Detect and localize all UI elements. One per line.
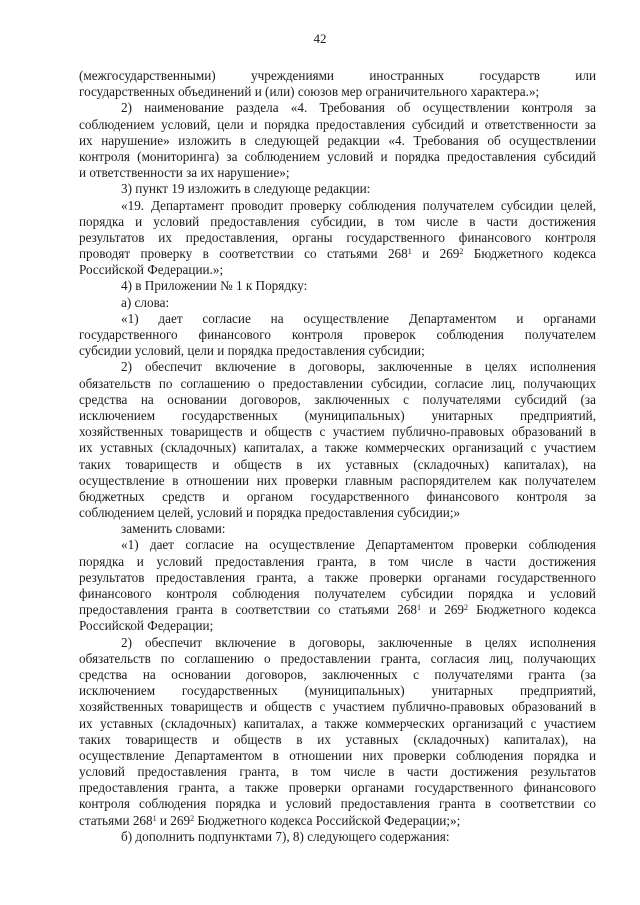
text-line: статьями $268^1$ и $269^2$ Бюджетного кодекса Российской Федерации;»; [79,812,461,828]
text-line: исключением государственных (муниципальных) унитарных предприятий, [79,407,596,423]
text-line: порядка и условий предоставления субсидии, в том числе в части достижения [79,213,596,229]
text-line: условий предоставления гранта, в том числе в части достижения результатов [79,764,596,780]
text-line: государственного финансового контроля проверок соблюдения получателем [79,327,596,342]
text-line: их уставных (складочных) капиталах, а также коммерческих организаций с участием [79,440,596,456]
page-number: 42 [313,31,327,46]
text-line: субсидии условий, цели и порядка предоставления субсидии; [79,343,425,359]
text-line: обязательств по соглашению о предоставлении субсидии, согласие лиц, получающих [79,375,596,391]
text-line: «1) дает согласие на осуществление Департаментом и органами [121,310,596,326]
text-line: бюджетных средств и органом государственного финансового контроля за [79,488,596,504]
text-line: 4) в Приложении № 1 к Порядку: [121,278,308,294]
text-line: обязательств по соглашению о предоставлении гранта, согласия лиц, получающих [79,650,596,666]
text-line: соблюдением целей, условий и порядка предоставления субсидии;» [79,505,461,521]
text-line: финансового контроля соблюдения получателем субсидии порядка и условий [79,586,596,601]
text-line: результатов предоставления гранта, а также проверки органами государственного [79,569,596,585]
text-line: хозяйственных товариществ и обществ с участием публично-правовых образований в [79,424,596,440]
superscript: 1 [152,813,157,823]
text-line: а) слова: [121,294,170,310]
text-line: таких товариществ и обществ в их уставных (складочных) капиталах), на [79,456,596,472]
superscript: 2 [190,813,195,823]
superscript: 2 [464,603,468,613]
superscript: 1 [407,247,412,257]
text-line: контроля соблюдения порядка и условий предоставления гранта в соответствии со [79,796,596,812]
text-line: 3) пункт 19 изложить в следующе редакции: [121,181,371,197]
text-line: порядка и условий предоставления гранта, в том числе в части достижения [79,553,596,569]
text-line: Российской Федерации.»; [79,262,224,278]
text-line: контроля (мониторинга) за соблюдением условий и порядка предоставления субсидий [79,148,596,164]
text-line: (межгосударственными) учреждениями иностранных государств или [79,68,596,83]
text-line: «1) дает согласие на осуществление Департаментом проверки соблюдения [121,537,596,553]
text-line: проводят проверку в соответствии со статьями $268^1$ и $269^2$ Бюджетного кодекса [79,246,597,262]
text-line: хозяйственных товариществ и обществ с участием публично-правовых образований в [79,699,596,715]
text-line: исключением государственных (муниципальных) унитарных предприятий, [79,683,596,699]
text-line: «19. Департамент проводит проверку соблюдения получателем субсидии целей, [121,197,596,213]
text-line: б) дополнить подпунктами 7), 8) следующего содержания: [121,828,450,844]
text-line: 2) обеспечит включение в договоры, заключенные в целях исполнения [121,359,596,375]
superscript: 1 [416,603,421,613]
document-body [79,68,596,845]
superscript: 2 [459,247,464,257]
text-line: 2) наименование раздела «4. Требования об осуществлении контроля за [121,100,596,116]
text-line: государственных объединений и (или) союзов мер ограничительного характера.»; [79,84,540,100]
text-line: их нарушение» изложить в следующей редакции «4. Требования об осуществлении [79,132,596,148]
text-line: их уставных (складочных) капиталах, а также коммерческих организаций с участием [79,715,596,731]
text-line: результатов их предоставления, органы государственного финансового контроля [79,229,596,245]
text-line: средства на основании договоров, заключенных с получателями гранта (за [79,666,596,682]
text-line: предоставления гранта в соответствии со статьями $268^1$ и $269^2$ Бюджетного кодекса [79,602,596,618]
text-line: осуществление в отношении них проверки главным распорядителем как получателем [79,472,596,488]
text-line: 2) обеспечит включение в договоры, заключенные в целях исполнения [121,634,596,650]
text-line: предоставления гранта, а также проверки органами государственного финансового [79,780,596,796]
text-line: таких товариществ и обществ в их уставных (складочных) капиталах), на [79,731,596,747]
text-line: соблюдением условий, цели и порядка предоставления субсидий и ответственности за [79,116,596,132]
text-line: заменить словами: [121,521,226,537]
text-line: средства на основании договоров, заключенных с получателями субсидий (за [79,391,596,407]
text-line: осуществление Департаментом в отношении них проверки соблюдения порядка и [79,747,596,763]
text-line: Российской Федерации; [79,618,214,634]
text-line: и ответственности за их нарушение»; [79,165,290,181]
